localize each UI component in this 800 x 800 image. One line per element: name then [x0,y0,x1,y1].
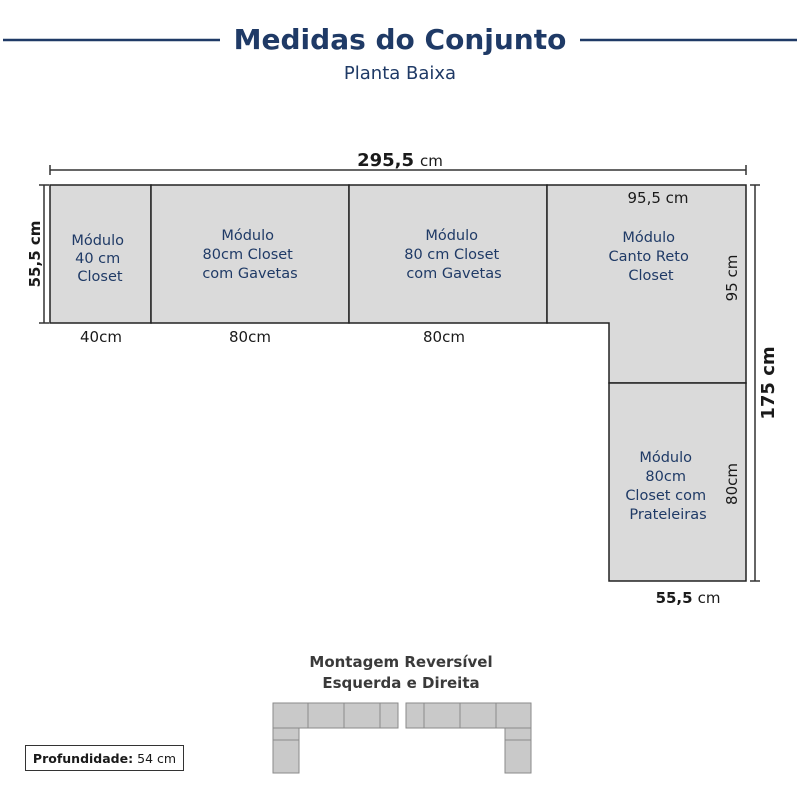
module-canto-reto-closet [547,185,746,383]
module-5-label: Módulo 80cm Closet com Prateleiras [625,450,707,523]
corner-height-label: 95 cm [723,254,741,302]
depth-note [25,745,184,771]
total-height-label: 175 cm [758,346,779,420]
page-title: Medidas do Conjunto [233,23,567,56]
module-2-width-label: 80cm [229,328,271,346]
module-2-label: Módulo 80cm Closet com Gavetas [202,228,298,282]
reversible-title-line2: Esquerda e Direita [322,674,480,692]
reversible-left-thumbnail [273,703,398,773]
depth-note-label: Profundidade: [32,750,134,766]
module-3-label: Módulo 80 cm Closet com Gavetas [404,228,502,282]
module-3-width-label: 80cm [423,328,465,346]
reversible-right-thumbnail [406,703,531,773]
bottom-width-label: 55,5 cm [655,589,721,607]
module-1-width-label: 40cm [80,328,122,346]
depth-left-label: 55,5 cm [26,220,44,288]
total-width-label: 295,5 cm [357,150,443,171]
corner-width-label: 95,5 cm [627,189,689,207]
reversible-title-line1: Montagem Reversível [309,653,493,671]
page-subtitle: Planta Baixa [343,63,457,84]
module-1-label: Módulo 40 cm Closet [71,233,125,285]
shelf-module-height-label: 80cm [723,463,741,505]
depth-note-value: 54 cm [137,750,177,766]
module-4-label: Módulo Canto Reto Closet [608,230,689,284]
